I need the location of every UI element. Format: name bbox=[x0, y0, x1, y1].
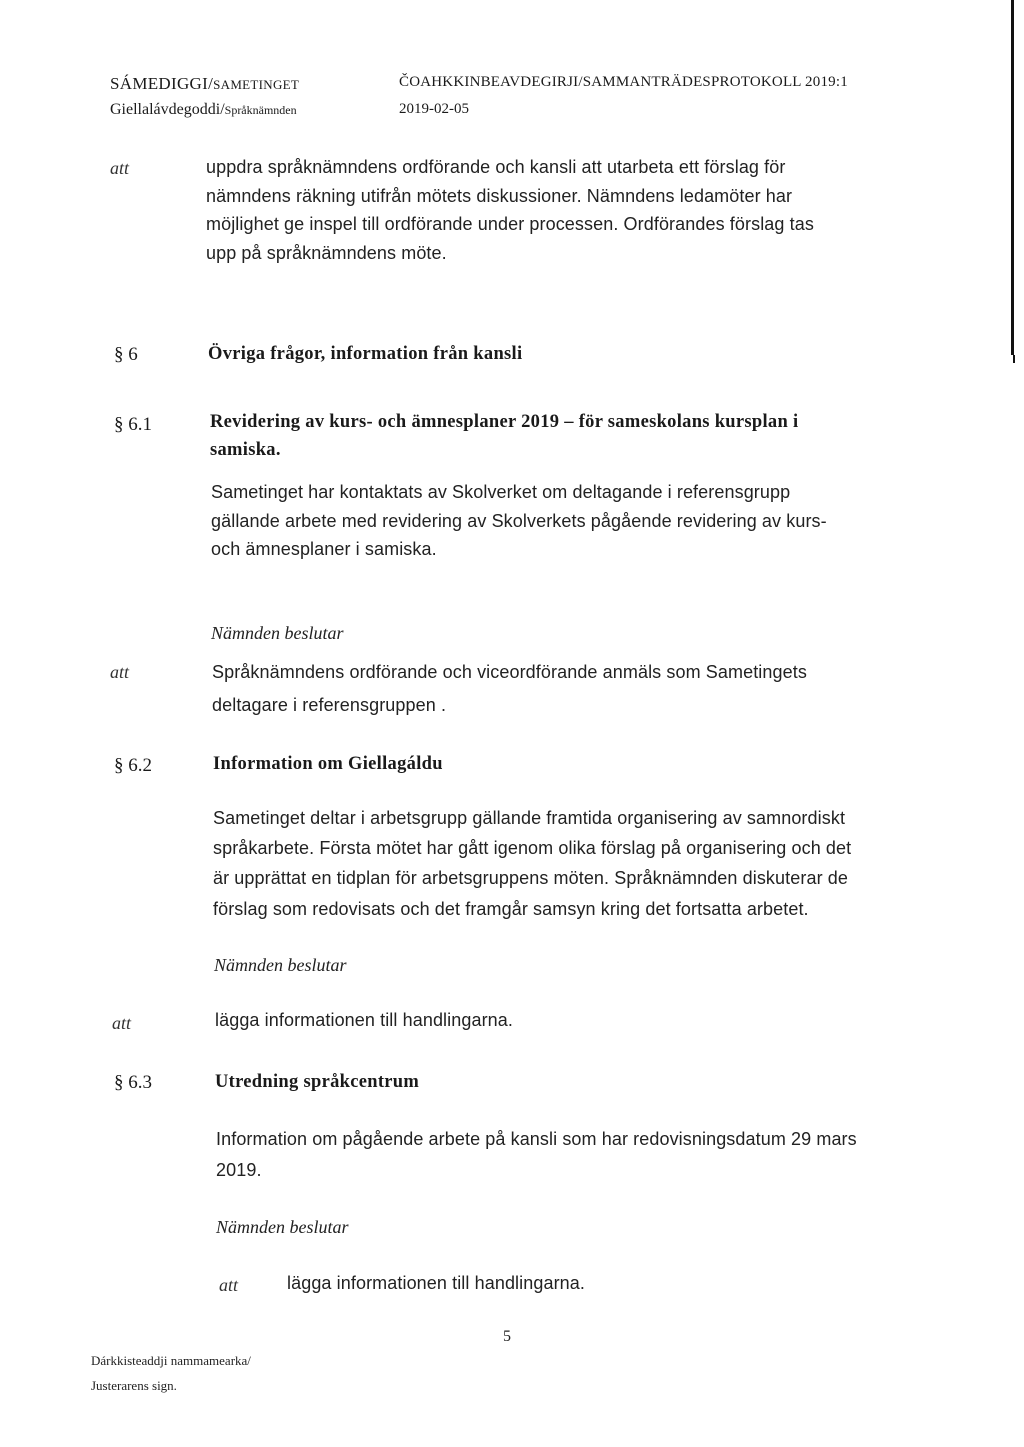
page-number: 5 bbox=[503, 1328, 511, 1345]
scan-edge-bar bbox=[1011, 0, 1014, 355]
section-6-1-body-line: gällande arbete med revidering av Skolverkets pågående revidering av kurs- bbox=[211, 510, 827, 531]
section-6-1-decides-label: Nämnden beslutar bbox=[211, 623, 344, 643]
intro-att-label: att bbox=[110, 158, 130, 178]
section-6-3-title: Utredning språkcentrum bbox=[215, 1072, 420, 1092]
footer-sign-label-sami: Dárkkisteaddji nammamearka/ bbox=[91, 1353, 251, 1368]
section-6-1-number: § 6.1 bbox=[114, 414, 152, 435]
intro-paragraph bbox=[206, 153, 814, 267]
section-6-1-decision bbox=[212, 656, 807, 722]
header-date: 2019-02-05 bbox=[399, 101, 469, 117]
section-6-1-decision-line: Språknämndens ordförande och viceordförande anmäls som Sametingets bbox=[212, 662, 807, 682]
section-6-3-body-line: 2019. bbox=[216, 1160, 262, 1180]
section-6-1-decision-line: deltagare i referensgruppen . bbox=[212, 695, 447, 715]
section-6-1-title bbox=[210, 408, 798, 464]
section-6-2-title: Information om Giellagáldu bbox=[213, 754, 443, 774]
section-6-3-decision: lägga informationen till handlingarna. bbox=[287, 1273, 585, 1293]
header-protocol-title: ČOAHKKINBEAVDEGIRJI/SAMMANTRÄDESPROTOKOLL 2019:1 bbox=[399, 74, 848, 90]
section-6-3-body bbox=[216, 1124, 857, 1186]
section-6-3-body-line: Information om pågående arbete på kansli som har redovisningsdatum 29 mars bbox=[216, 1129, 857, 1149]
header-committee: Giellalávdegoddi/Språknämnden bbox=[110, 101, 297, 118]
section-6-1-body-line: Sametinget har kontaktats av Skolverket om deltagande i referensgrupp bbox=[211, 482, 791, 502]
section-6-1-title-line: Revidering av kurs- och ämnesplaner 2019 – för sameskolans kursplan i bbox=[210, 412, 799, 432]
section-6-1-body bbox=[211, 478, 827, 564]
section-6-2-body-line: Sametinget deltar i arbetsgrupp gällande framtida organisering av samnordiskt bbox=[213, 808, 846, 828]
intro-line: uppdra språknämndens ordförande och kansli att utarbeta ett förslag för bbox=[206, 157, 786, 177]
section-6-2-body-line: förslag som redovisats och det framgår samsyn kring det fortsatta arbetet. bbox=[213, 898, 809, 919]
section-6-1-body-line: och ämnesplaner i samiska. bbox=[211, 539, 437, 560]
section-6-2-number: § 6.2 bbox=[114, 755, 152, 776]
section-6-2-body bbox=[213, 803, 851, 924]
section-6-1-title-line: samiska. bbox=[210, 440, 281, 460]
scan-edge-tick bbox=[1013, 355, 1015, 363]
section-6-2-body-line: är upprättat en tidplan för arbetsgruppens möten. Språknämnden diskuterar de bbox=[213, 868, 848, 889]
footer-sign-label-swedish: Justerarens sign. bbox=[91, 1378, 177, 1393]
section-6-2-body-line: språkarbete. Första mötet har gått igenom olika förslag på organisering och det bbox=[213, 838, 852, 859]
header-organization: SÁMEDIGGI/SAMETINGET bbox=[110, 74, 300, 93]
section-6-2-att-label: att bbox=[112, 1013, 132, 1033]
intro-line: möjlighet ge inspel till ordförande under processen. Ordförandes förslag tas bbox=[206, 214, 814, 235]
section-6-2-decision: lägga informationen till handlingarna. bbox=[215, 1010, 513, 1030]
section-6-2-decides-label: Nämnden beslutar bbox=[214, 955, 347, 975]
intro-line: upp på språknämndens möte. bbox=[206, 242, 447, 263]
section-6-number: § 6 bbox=[114, 344, 138, 365]
section-6-3-att-label: att bbox=[219, 1275, 239, 1295]
intro-line: nämndens räkning utifrån mötets diskussioner. Nämndens ledamöter har bbox=[206, 185, 793, 206]
section-6-3-number: § 6.3 bbox=[114, 1072, 152, 1093]
section-6-1-att-label: att bbox=[110, 662, 130, 682]
section-6-title: Övriga frågor, information från kansli bbox=[208, 344, 523, 364]
section-6-3-decides-label: Nämnden beslutar bbox=[216, 1217, 349, 1237]
